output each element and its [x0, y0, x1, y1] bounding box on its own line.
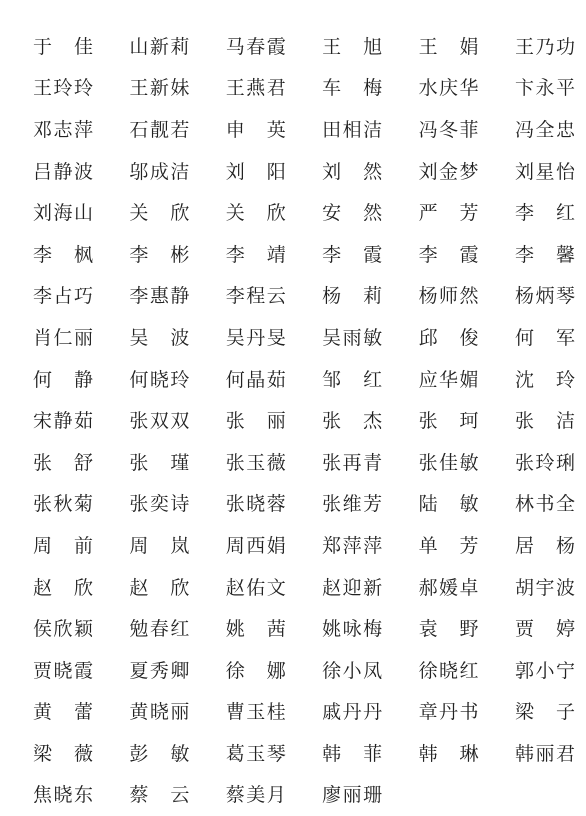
name-cell: [515, 359, 586, 401]
name-cell: [515, 692, 586, 734]
name-cell: [515, 276, 586, 318]
name-cell: [129, 733, 225, 775]
name-cell: [515, 192, 586, 234]
person-name: 杨师然: [418, 285, 479, 308]
name-cell: [33, 650, 129, 692]
person-name: 章丹书: [418, 701, 479, 724]
person-name: 邹 红: [322, 368, 383, 391]
name-cell: [419, 26, 515, 68]
name-cell: [322, 650, 418, 692]
name-cell: [515, 608, 586, 650]
person-name: 李 靖: [225, 243, 286, 266]
name-cell: [33, 567, 129, 609]
person-name: 郝媛卓: [418, 576, 479, 599]
person-name: 姚咏梅: [322, 618, 383, 641]
name-list: [33, 26, 573, 816]
name-cell: [129, 359, 225, 401]
name-cell: [33, 317, 129, 359]
name-cell: [33, 68, 129, 110]
person-name: 姚 茜: [225, 618, 286, 641]
person-name: 周 岚: [129, 534, 190, 557]
person-name: 张 洁: [514, 410, 575, 433]
name-cell: [226, 234, 322, 276]
person-name: 刘海山: [33, 202, 93, 225]
person-name: 王玲玲: [33, 77, 93, 100]
name-cell: [515, 400, 586, 442]
name-cell: [33, 775, 129, 816]
name-cell: [322, 608, 418, 650]
person-name: 赵 欣: [33, 576, 93, 599]
name-cell: [33, 276, 129, 318]
name-cell: [129, 775, 225, 816]
name-cell: [515, 525, 586, 567]
person-name: 吴 波: [129, 326, 190, 349]
person-name: 王 旭: [322, 35, 383, 58]
person-name: 邱 俊: [418, 326, 479, 349]
name-cell: [419, 109, 515, 151]
person-name: 张 珂: [418, 410, 479, 433]
person-name: 何晶茹: [225, 368, 286, 391]
person-name: 关 欣: [129, 202, 190, 225]
person-name: 田相洁: [322, 118, 383, 141]
name-cell: [419, 692, 515, 734]
name-cell: [33, 733, 129, 775]
person-name: 应华媚: [418, 368, 479, 391]
name-cell: [33, 400, 129, 442]
person-name: 廖丽珊: [322, 784, 383, 807]
person-name: 彭 敏: [129, 742, 190, 765]
person-name: 卞永平: [514, 77, 575, 100]
person-name: 吕静波: [33, 160, 93, 183]
person-name: 刘星怡: [514, 160, 575, 183]
name-cell: [33, 109, 129, 151]
name-cell: [322, 276, 418, 318]
name-cell: [129, 400, 225, 442]
person-name: 严 芳: [418, 202, 479, 225]
person-name: 葛玉琴: [225, 742, 286, 765]
name-cell: [226, 525, 322, 567]
name-cell: [129, 692, 225, 734]
person-name: 张佳敏: [418, 451, 479, 474]
person-name: 赵 欣: [129, 576, 190, 599]
name-cell: [322, 525, 418, 567]
person-name: 李 枫: [33, 243, 93, 266]
name-cell: [226, 151, 322, 193]
name-cell: [226, 26, 322, 68]
name-cell: [129, 276, 225, 318]
name-cell: [419, 359, 515, 401]
person-name: 安 然: [322, 202, 383, 225]
name-cell: [226, 567, 322, 609]
name-cell: [129, 484, 225, 526]
person-name: 李 馨: [514, 243, 575, 266]
person-name: 关 欣: [225, 202, 286, 225]
name-cell: [515, 484, 586, 526]
person-name: 马春霞: [225, 35, 286, 58]
person-name: 贾晓霞: [33, 659, 93, 682]
person-name: 单 芳: [418, 534, 479, 557]
name-cell: [33, 234, 129, 276]
person-name: 梁 薇: [33, 742, 93, 765]
name-cell: [33, 692, 129, 734]
person-name: 侯欣颖: [33, 618, 93, 641]
name-cell: [419, 276, 515, 318]
person-name: 张玲琍: [514, 451, 575, 474]
name-cell: [226, 276, 322, 318]
name-cell: [226, 109, 322, 151]
name-cell: [419, 317, 515, 359]
person-name: 韩 琳: [418, 742, 479, 765]
name-cell: [322, 733, 418, 775]
name-cell: [226, 400, 322, 442]
name-cell: [419, 650, 515, 692]
person-name: 居 杨: [514, 534, 575, 557]
name-cell: [226, 733, 322, 775]
person-name: 蔡 云: [129, 784, 190, 807]
name-cell: [129, 608, 225, 650]
name-cell: [322, 484, 418, 526]
name-cell: [226, 650, 322, 692]
person-name: 张 舒: [33, 451, 93, 474]
person-name: 胡宇波: [514, 576, 575, 599]
name-cell: [129, 525, 225, 567]
name-cell: [419, 733, 515, 775]
name-cell: [129, 26, 225, 68]
name-cell: [33, 484, 129, 526]
person-name: 王燕君: [225, 77, 286, 100]
person-name: 赵迎新: [322, 576, 383, 599]
person-name: 何晓玲: [129, 368, 190, 391]
name-cell: [322, 234, 418, 276]
person-name: 沈 玲: [514, 368, 575, 391]
name-cell: [129, 192, 225, 234]
person-name: 张玉薇: [225, 451, 286, 474]
person-name: 曹玉桂: [225, 701, 286, 724]
person-name: 张晓蓉: [225, 493, 286, 516]
person-name: 李 彬: [129, 243, 190, 266]
name-cell: [129, 567, 225, 609]
person-name: 焦晓东: [33, 784, 93, 807]
name-cell: [129, 317, 225, 359]
name-cell: [129, 234, 225, 276]
person-name: 李 霞: [322, 243, 383, 266]
name-cell: [226, 484, 322, 526]
name-cell: [419, 484, 515, 526]
name-cell: [33, 525, 129, 567]
name-cell: [129, 650, 225, 692]
person-name: 蔡美月: [225, 784, 286, 807]
person-name: 石靓若: [129, 118, 190, 141]
person-name: 张维芳: [322, 493, 383, 516]
person-name: 韩 菲: [322, 742, 383, 765]
person-name: 申 英: [225, 118, 286, 141]
name-cell: [419, 567, 515, 609]
name-cell: [515, 650, 586, 692]
name-cell: [322, 192, 418, 234]
person-name: 郑萍萍: [322, 534, 383, 557]
name-cell: [33, 359, 129, 401]
person-name: 肖仁丽: [33, 326, 93, 349]
person-name: 张奕诗: [129, 493, 190, 516]
name-cell: [226, 192, 322, 234]
person-name: 车 梅: [322, 77, 383, 100]
name-cell: [322, 26, 418, 68]
person-name: 徐 娜: [225, 659, 286, 682]
person-name: 徐小凤: [322, 659, 383, 682]
name-cell: [322, 692, 418, 734]
person-name: 杨 莉: [322, 285, 383, 308]
name-cell: [33, 26, 129, 68]
person-name: 张双双: [129, 410, 190, 433]
name-cell: [322, 68, 418, 110]
person-name: 张秋菊: [33, 493, 93, 516]
name-cell: [515, 109, 586, 151]
name-cell: [33, 192, 129, 234]
person-name: 吴雨敏: [322, 326, 383, 349]
person-name: 张再青: [322, 451, 383, 474]
name-cell: [322, 109, 418, 151]
person-name: 邬成洁: [129, 160, 190, 183]
person-name: 山新莉: [129, 35, 190, 58]
person-name: 冯全忠: [514, 118, 575, 141]
person-name: 王新妹: [129, 77, 190, 100]
name-cell: [515, 68, 586, 110]
name-cell: [322, 775, 418, 816]
name-cell: [515, 442, 586, 484]
name-cell: [129, 68, 225, 110]
person-name: 李 红: [514, 202, 575, 225]
name-cell: [322, 567, 418, 609]
person-name: 勉春红: [129, 618, 190, 641]
person-name: 张 杰: [322, 410, 383, 433]
name-cell: [322, 359, 418, 401]
name-cell: [515, 317, 586, 359]
name-cell: [226, 692, 322, 734]
name-cell: [33, 151, 129, 193]
name-cell: [226, 442, 322, 484]
name-cell: [226, 359, 322, 401]
person-name: 林书全: [514, 493, 575, 516]
person-name: 吴丹旻: [225, 326, 286, 349]
person-name: 梁 子: [514, 701, 575, 724]
person-name: 李 霞: [418, 243, 479, 266]
name-cell: [515, 234, 586, 276]
person-name: 袁 野: [418, 618, 479, 641]
person-name: 李占巧: [33, 285, 93, 308]
person-name: 李程云: [225, 285, 286, 308]
person-name: 黄 蕾: [33, 701, 93, 724]
name-cell: [129, 151, 225, 193]
name-cell: [419, 234, 515, 276]
person-name: 张 瑾: [129, 451, 190, 474]
person-name: 刘 阳: [225, 160, 286, 183]
name-cell: [515, 567, 586, 609]
person-name: 郭小宁: [514, 659, 575, 682]
person-name: 何 军: [514, 326, 575, 349]
person-name: 徐晓红: [418, 659, 479, 682]
name-cell: [419, 608, 515, 650]
person-name: 冯冬菲: [418, 118, 479, 141]
person-name: 杨炳琴: [514, 285, 575, 308]
person-name: 王 娟: [418, 35, 479, 58]
name-cell: [515, 26, 586, 68]
name-cell: [33, 442, 129, 484]
person-name: 黄晓丽: [129, 701, 190, 724]
person-name: 何 静: [33, 368, 93, 391]
name-cell: [33, 608, 129, 650]
name-cell: [129, 442, 225, 484]
name-cell: [226, 775, 322, 816]
person-name: 周西娟: [225, 534, 286, 557]
person-name: 刘 然: [322, 160, 383, 183]
person-name: 刘金梦: [418, 160, 479, 183]
person-name: 宋静茹: [33, 410, 93, 433]
name-cell: [419, 525, 515, 567]
person-name: 周 前: [33, 534, 93, 557]
name-cell: [419, 400, 515, 442]
name-cell: [419, 68, 515, 110]
name-cell: [419, 442, 515, 484]
name-cell: [322, 317, 418, 359]
name-cell: [226, 608, 322, 650]
name-cell: [226, 317, 322, 359]
name-cell: [226, 68, 322, 110]
name-cell: [129, 109, 225, 151]
name-cell: [322, 442, 418, 484]
person-name: 戚丹丹: [322, 701, 383, 724]
person-name: 韩丽君: [514, 742, 575, 765]
person-name: 王乃功: [514, 35, 575, 58]
person-name: 于 佳: [33, 35, 93, 58]
person-name: 贾 婷: [514, 618, 575, 641]
name-cell: [322, 151, 418, 193]
person-name: 陆 敏: [418, 493, 479, 516]
name-cell: [515, 151, 586, 193]
person-name: 李惠静: [129, 285, 190, 308]
person-name: 水庆华: [418, 77, 479, 100]
person-name: 邓志萍: [33, 118, 93, 141]
person-name: 夏秀卿: [129, 659, 190, 682]
name-cell: [322, 400, 418, 442]
name-cell: [515, 733, 586, 775]
name-cell: [419, 151, 515, 193]
person-name: 张 丽: [225, 410, 286, 433]
name-cell: [419, 192, 515, 234]
person-name: 赵佑文: [225, 576, 286, 599]
